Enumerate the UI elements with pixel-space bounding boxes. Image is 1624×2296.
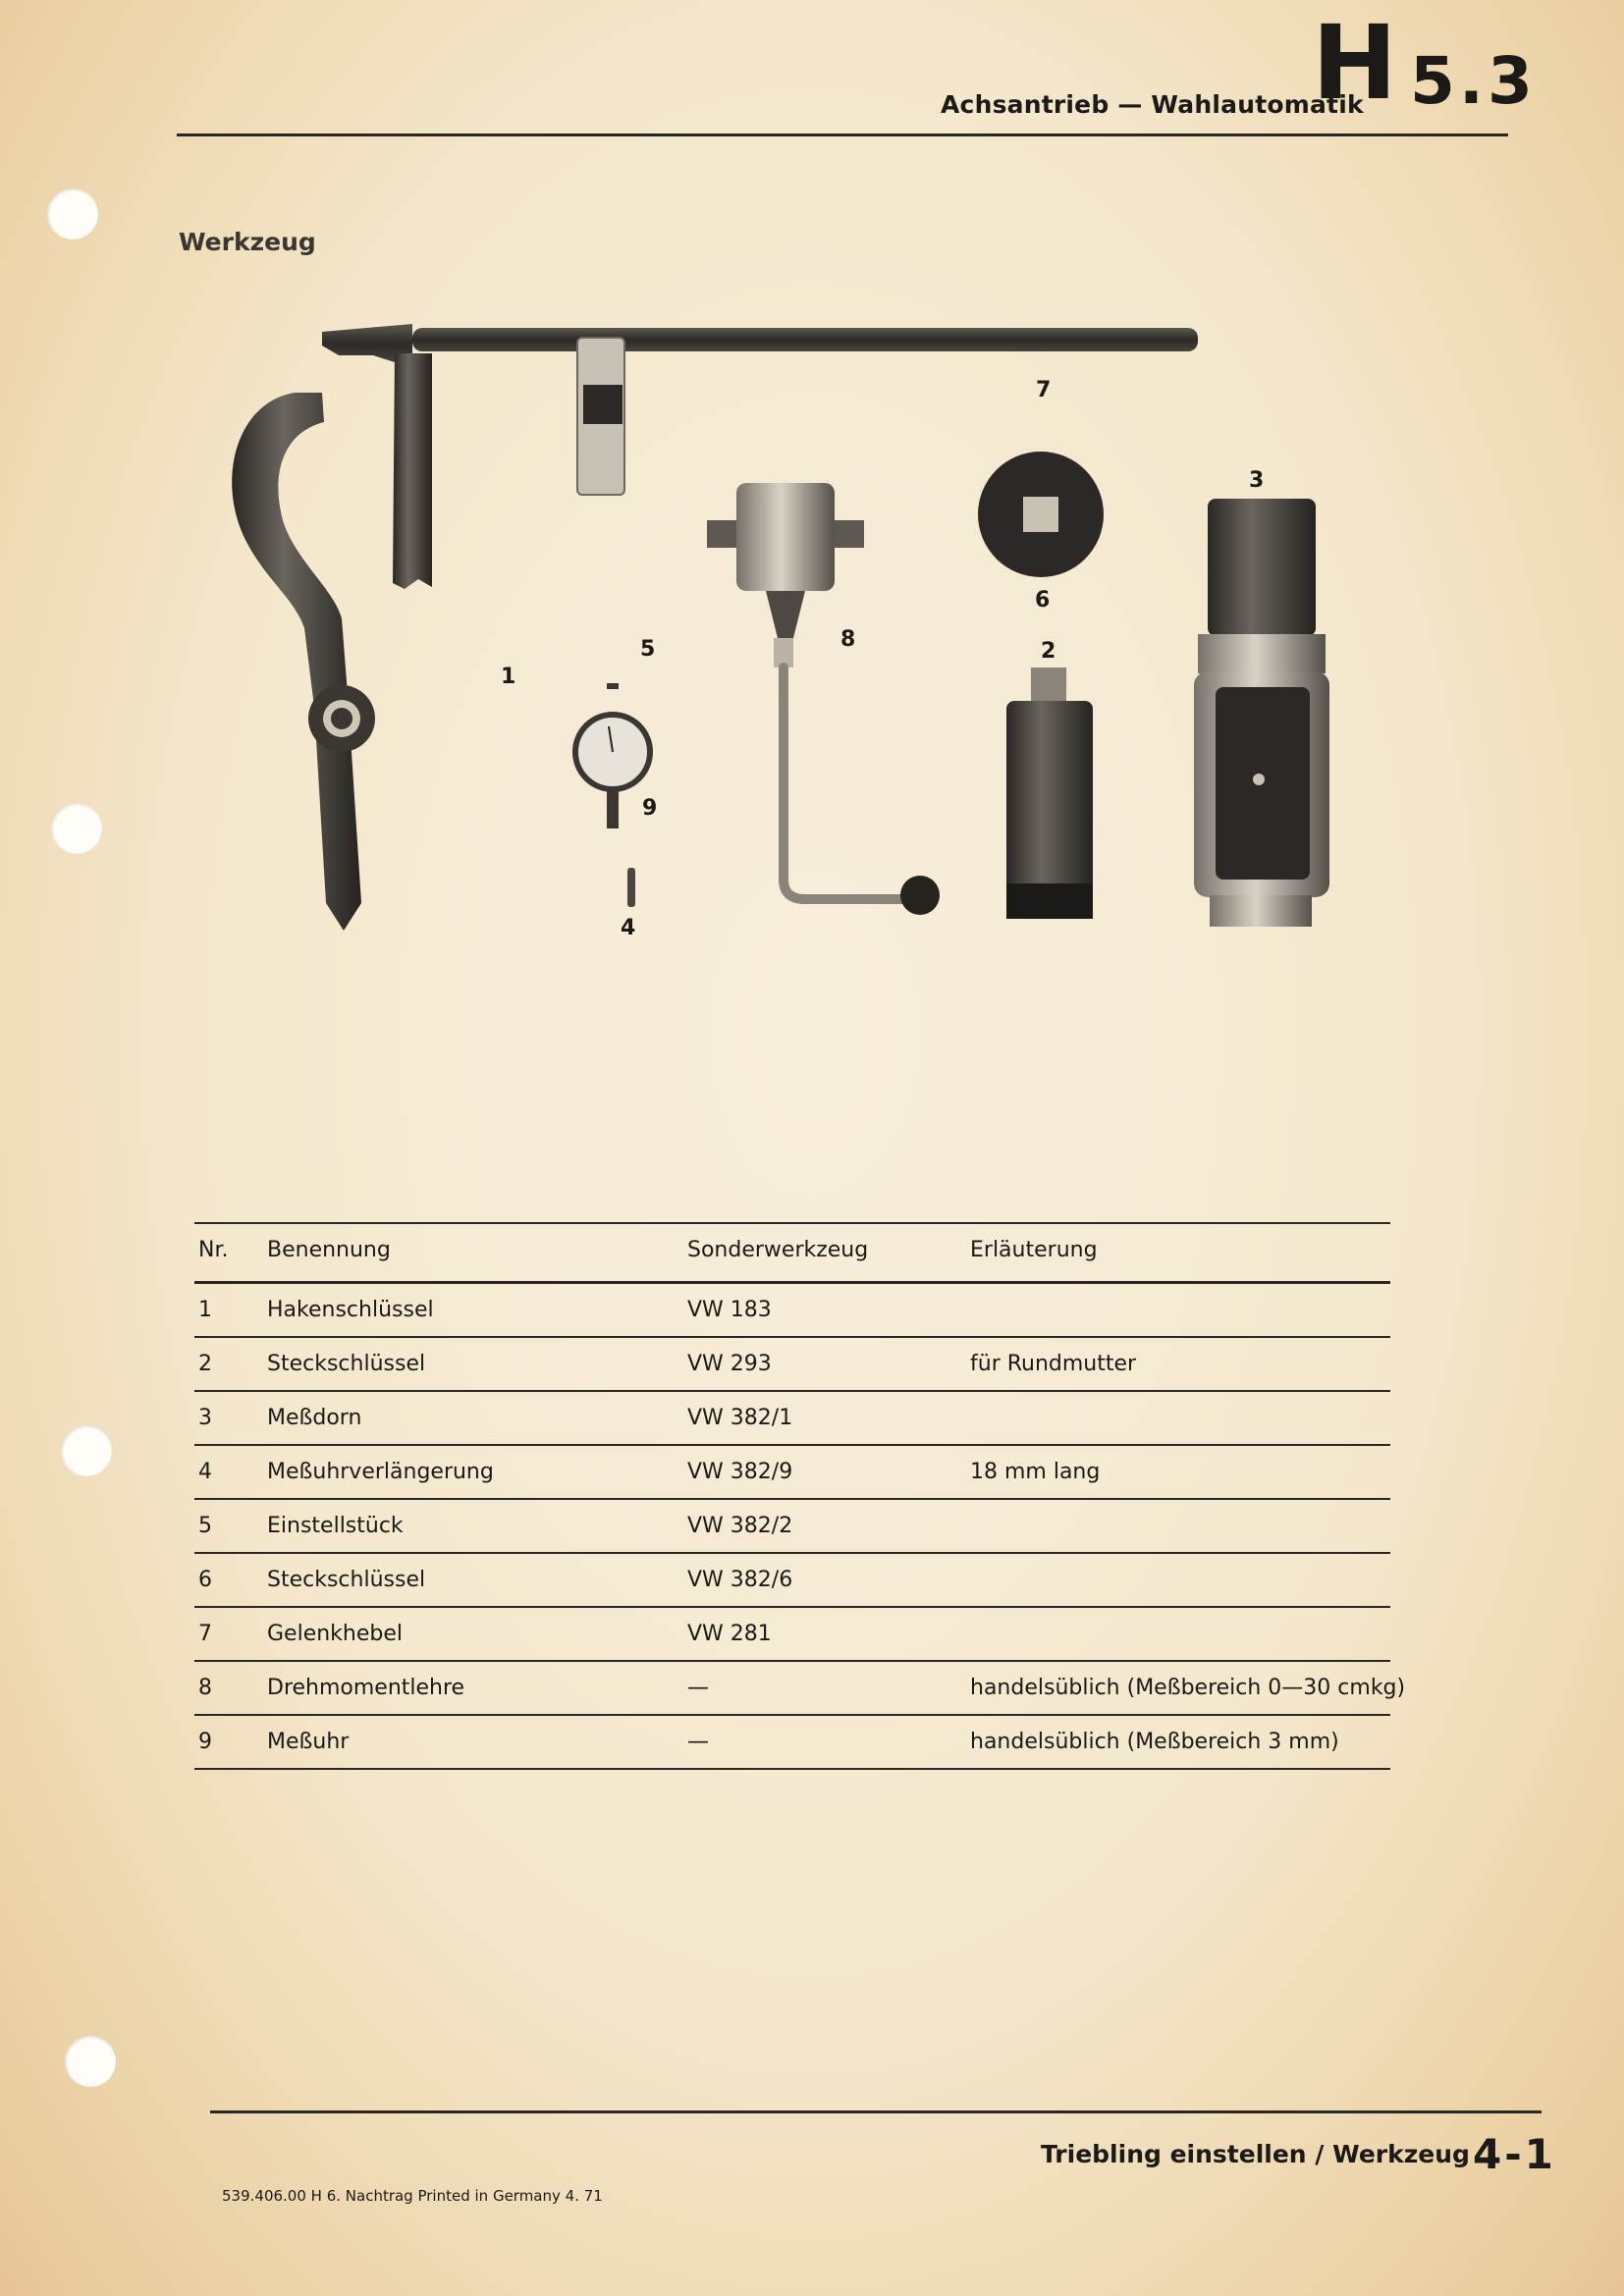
cell-benennung: Einstellstück [267,1514,404,1538]
imprint-line: 539.406.00 H 6. Nachtrag Printed in Germany 4. 71 [222,2187,603,2205]
cell-sonderwerkzeug: — [687,1676,709,1700]
header-title: Achsantrieb — Wahlautomatik [941,90,1364,119]
cell-sonderwerkzeug: VW 382/6 [687,1568,793,1592]
callout-4: 4 [621,916,636,940]
callout-7: 7 [1036,378,1052,402]
footer-rule [210,2110,1542,2113]
footer-title: Triebling einstellen / Werkzeug [1041,2140,1470,2168]
cell-sonderwerkzeug: VW 293 [687,1352,772,1376]
table-row [194,1338,1390,1392]
table-row [194,1716,1390,1770]
column-header-sonderwerkzeug: Sonderwerkzeug [687,1238,869,1262]
tool-1-hakenschluessel [232,393,375,931]
header-rule [177,133,1508,136]
cell-nr: 3 [198,1406,212,1430]
cell-sonderwerkzeug: VW 382/1 [687,1406,793,1430]
cell-erlaeuterung: handelsüblich (Meßbereich 0—30 cmkg) [970,1676,1406,1700]
cell-sonderwerkzeug: — [687,1730,709,1754]
cell-nr: 6 [198,1568,212,1592]
table-row [194,1554,1390,1608]
cell-benennung: Drehmomentlehre [267,1676,465,1700]
callout-2: 2 [1041,639,1056,664]
binder-hole-3 [61,1425,112,1476]
callout-9: 9 [642,796,658,821]
cell-nr: 2 [198,1352,212,1376]
table-row [194,1662,1406,1716]
tool-6-steckschluessel [978,452,1104,577]
cell-nr: 5 [198,1514,212,1538]
table-row [194,1608,1390,1662]
tool-2-steckschluessel [1006,667,1093,919]
tool-4-messuhrverlaengerung [627,868,635,907]
cell-sonderwerkzeug: VW 281 [687,1622,772,1646]
tool-5-einstellstueck [577,338,624,495]
section-title: Werkzeug [179,228,316,256]
table-row [194,1392,1390,1446]
cell-erlaeuterung: für Rundmutter [970,1352,1137,1376]
column-header-benennung: Benennung [267,1238,391,1262]
cell-benennung: Meßdorn [267,1406,362,1430]
cell-nr: 7 [198,1622,212,1646]
cell-benennung: Meßuhrverlängerung [267,1460,494,1484]
callout-6: 6 [1035,588,1051,613]
table-row [194,1446,1390,1500]
callout-5: 5 [640,637,656,662]
cell-nr: 1 [198,1298,212,1322]
binder-hole-4 [65,2036,116,2087]
cell-benennung: Meßuhr [267,1730,350,1754]
binder-hole-1 [47,188,98,240]
column-header-erlaeuterung: Erläuterung [970,1238,1098,1262]
callout-1: 1 [501,665,516,689]
cell-erlaeuterung: 18 mm lang [970,1460,1101,1484]
cell-sonderwerkzeug: VW 382/9 [687,1460,793,1484]
cell-nr: 8 [198,1676,212,1700]
header-section-letter: H [1312,3,1398,123]
table-row [194,1500,1390,1554]
tool-9-messuhr [575,683,650,828]
cell-benennung: Steckschlüssel [267,1352,426,1376]
header-section-number: 5.3 [1410,43,1537,119]
tool-photograph [177,294,1394,972]
cell-sonderwerkzeug: VW 183 [687,1298,772,1322]
tools-table [194,1222,1406,1770]
cell-benennung: Hakenschlüssel [267,1298,434,1322]
tool-3-messdorn [1194,499,1329,927]
page-number: 4-1 [1473,2130,1556,2178]
cell-benennung: Gelenkhebel [267,1622,404,1646]
cell-benennung: Steckschlüssel [267,1568,426,1592]
table-header-row [194,1222,1390,1284]
callout-3: 3 [1249,468,1265,493]
callout-8: 8 [840,627,856,652]
column-header-nr: Nr. [198,1238,229,1262]
cell-sonderwerkzeug: VW 382/2 [687,1514,793,1538]
cell-nr: 4 [198,1460,212,1484]
table-row [194,1284,1390,1338]
cell-nr: 9 [198,1730,212,1754]
binder-hole-2 [51,803,102,854]
cell-erlaeuterung: handelsüblich (Meßbereich 3 mm) [970,1730,1339,1754]
tool-8-drehmomentlehre [707,483,940,915]
